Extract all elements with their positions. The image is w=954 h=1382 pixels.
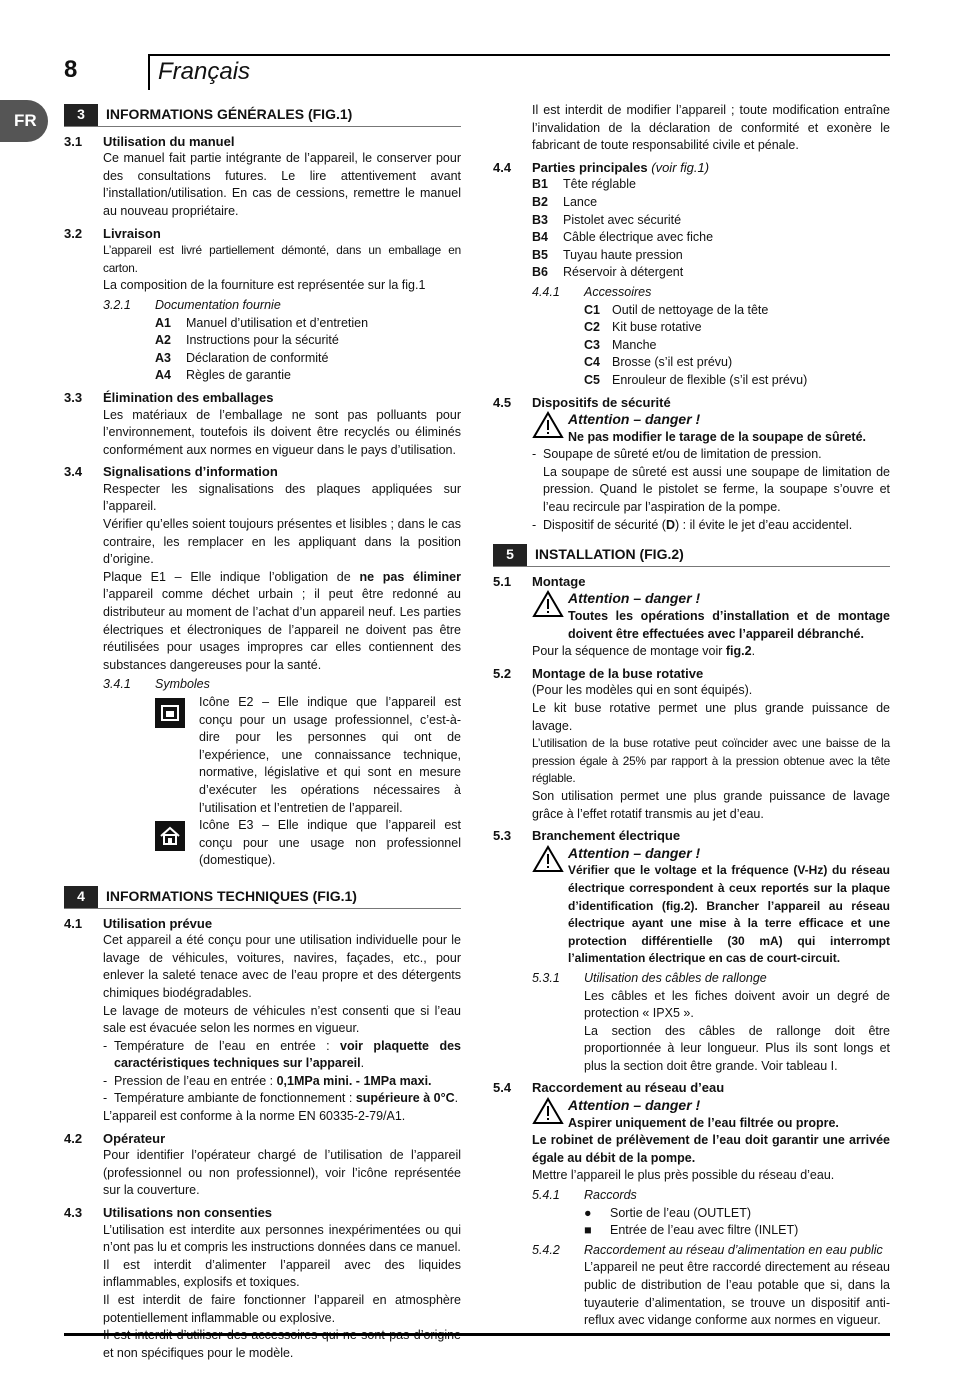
paragraph: La composition de la fourniture est représentée sur la fig.1: [103, 278, 426, 293]
bullet-list: [532, 446, 890, 534]
warning-text: Le robinet de prélèvement de l’eau doit garantir une arrivée égale au débit de la pompe.: [532, 1133, 890, 1165]
list-item: C1 Outil de nettoyage de la tête: [584, 302, 769, 317]
list-item: A3 Déclaration de conformité: [155, 350, 329, 365]
left-column: [64, 104, 461, 1362]
list-item: A4 Règles de garantie: [155, 368, 291, 383]
paragraph: La section des câbles de rallonge doit être proportionnée à leur longueur. Plus ils sont longs et plus la section doit être grande. Voir tableau I.: [584, 1023, 890, 1073]
header-divider: [148, 54, 150, 90]
section-5-header: [493, 544, 890, 567]
filled-square-icon: ■: [584, 1223, 592, 1238]
paragraph: L’utilisation est interdite aux personnes inexpérimentées ou qui n’ont pas lu et compris les instructions données dans ce manuel.: [103, 1222, 461, 1255]
paragraph: Le kit buse rotative permet une plus grande puissance de lavage.: [532, 701, 890, 733]
paragraph: Les matériaux de l’emballage ne sont pas polluants pour l’environnement, toutefois ils doivent être recyclés ou éliminés conformément aux normes en vigueur dans le pays d’utilisation.: [103, 407, 461, 457]
heading-5-3-1: 5.3.1 Utilisation des câbles de rallonge: [532, 970, 767, 985]
page-number: 8: [64, 56, 78, 83]
list-item: C2 Kit buse rotative: [584, 320, 702, 335]
section-title: INFORMATIONS GÉNÉRALES (FIG.1): [106, 106, 353, 122]
symbol-e3-text: Icône E3 – Elle indique que l’appareil est conçu pour une usage non professionnel (domestique).: [199, 818, 461, 868]
paragraph: Respecter les signalisations des plaques appliquées sur l’appareil.: [103, 481, 461, 514]
heading-3-3: 3.3 Élimination des emballages: [64, 389, 274, 405]
list-item: - Température ambiante de fonctionnement : supérieure à 0°C.: [103, 1091, 459, 1106]
paragraph: Ce manuel fait partie intégrante de l’appareil, le conserver pour des consultations futures. Le lire attentivement avant l’installation/utilisation. En cas de cessions, remettre le manuel au nouveau propriétaire.: [103, 151, 461, 218]
warning-text: Ne pas modifier le tarage de la soupape de sûreté.: [568, 429, 867, 444]
bullet-list: [103, 1038, 461, 1108]
paragraph: L’appareil est conforme à la norme EN 60335-2-79/A1.: [103, 1109, 406, 1124]
paragraph: Il est interdit de faire fonctionner l’appareil en atmosphère potentiellement inflammable ou explosive.: [103, 1293, 461, 1325]
paragraph: Son utilisation permet une plus grande puissance de lavage grâce à l’effet rotatif transmis au jet d’eau.: [532, 788, 890, 821]
list-item: B5 Tuyau haute pression: [532, 247, 683, 262]
heading-5-4-2: 5.4.2 Raccordement au réseau d’alimentation en eau public: [532, 1242, 883, 1257]
heading-5-1: 5.1 Montage: [493, 573, 586, 589]
section-4-header: [64, 886, 461, 909]
paragraph: Les câbles et les fiches doivent avoir un degré de protection « IPX5 ».: [584, 988, 890, 1021]
warning-icon: [532, 1097, 568, 1131]
section-title: INSTALLATION (FIG.2): [535, 546, 684, 563]
paragraph: L’appareil est livré partiellement démonté, dans un emballage en carton.: [103, 243, 461, 275]
language-title: Français: [158, 58, 251, 85]
warning-text: Aspirer uniquement de l’eau filtrée ou propre.: [568, 1115, 839, 1130]
right-column: [493, 102, 890, 1330]
heading-3-4: 3.4 Signalisations d’information: [64, 464, 278, 480]
warning-icon: [532, 411, 568, 445]
heading-4-2: 4.2 Opérateur: [64, 1130, 166, 1146]
warning-block: [532, 1097, 890, 1132]
list-item: B1 Tête réglable: [532, 177, 636, 192]
paragraph: Il est interdit d’utiliser des accessoires qui ne sont pas d’origine et non spécifiques pour le modèle.: [103, 1328, 461, 1360]
warning-block: [532, 845, 890, 968]
paragraph: Cet appareil a été conçu pour une utilisation individuelle pour le lavage de véhicules, voitures, navires, façades, etc., pour enlever la saleté tenace avec de l’eau propre et des détergents chimiques biodégradables.: [103, 933, 461, 1000]
documentation-list: [155, 315, 461, 385]
section-title: INFORMATIONS TECHNIQUES (FIG.1): [106, 887, 357, 904]
section-3-header: [64, 104, 461, 127]
heading-5-3: 5.3 Branchement électrique: [493, 828, 681, 844]
paragraph: Vérifier qu’elles soient toujours présentes et lisibles ; dans le cas contraire, les remplacer en les appliquant dans la position d’origine.: [103, 517, 461, 567]
paragraph: Il est interdit d’alimenter l’appareil avec des liquides inflammables, explosifs et toxiques.: [103, 1257, 461, 1290]
heading-4-4: 4.4 Parties principales (voir fig.1): [493, 159, 710, 175]
paragraph: Plaque E1 – Elle indique l’obligation de ne pas éliminer l’appareil comme déchet urbain ; il peut être redonné au distributeur au moment de l’achat d’un appareil neuf. Les parties électriques et électroniques de l’appareil ne doivent pas être réutilisées pour usages impropres car elles contiennent des substances dangereuses pour la santé.: [103, 569, 461, 672]
paragraph: Pour identifier l’opérateur chargé de l’utilisation de l’appareil (professionnel ou non professionnel), voir l’icône représentée sur la couverture.: [103, 1148, 461, 1198]
paragraph: La soupape de sûreté est aussi une soupape de limitation de pression. Quand le pistolet se ferme, la soupape s’ouvre et l’eau recircule par l’aspiration de la pompe.: [543, 464, 890, 515]
symbol-e3: [155, 817, 461, 870]
paragraph: (Pour les modèles qui en sont équipés).: [532, 683, 753, 698]
list-item: - Température de l’eau en entrée : voir plaquette des caractéristiques techniques sur l’appareil.: [103, 1038, 461, 1071]
section-number: 4: [64, 886, 98, 908]
heading-4-4-1: 4.4.1 Accessoires: [532, 284, 652, 299]
fittings-list: [584, 1205, 890, 1240]
list-item: B6 Réservoir à détergent: [532, 265, 684, 280]
list-item: C3 Manche: [584, 337, 657, 352]
list-item: C5 Enrouleur de flexible (s’il est prévu): [584, 372, 808, 387]
home-icon: [155, 821, 185, 851]
warning-block: [532, 411, 890, 446]
list-item: ● Sortie de l’eau (OUTLET): [584, 1205, 890, 1223]
paragraph: L’appareil ne peut être raccordé directement au réseau public de distribution de l’eau potable que si, dans la tuyauterie d’alimentation, se trouve un dispositif anti-reflux avec vidange conforme aux normes en vigueur.: [584, 1260, 890, 1328]
symbol-e2-text: Icône E2 – Elle indique que l’appareil est conçu pour un usage professionnel, c’est-à-dire pour les personnes qui ont de l’expérience, une connaissance technique, normative, législative et qui sont en mesure d’exécuter les opérations nécessaires à l’utilisation et l’entretien de l’appareil.: [199, 695, 461, 815]
section-number: 3: [64, 104, 98, 126]
heading-4-1: 4.1 Utilisation prévue: [64, 915, 213, 931]
heading-4-5: 4.5 Dispositifs de sécurité: [493, 394, 671, 410]
list-item: - Pression de l’eau en entrée : 0,1MPa mini. - 1MPa maxi.: [103, 1073, 432, 1088]
warning-text: Vérifier que le voltage et la fréquence (V-Hz) du réseau électrique correspondent à ceux reportés sur la plaque d’identification (fig.2). Brancher l’appareil au réseau électrique ayant une mise à la terre efficace et une protection différentielle (30 mA) qui interrompt l’alimentation électrique en cas de court-circuit.: [568, 863, 890, 966]
paragraph: Mettre l’appareil le plus près possible du réseau d’eau.: [532, 1168, 835, 1183]
heading-3-1: 3.1 Utilisation du manuel: [64, 133, 235, 149]
paragraph: Il est interdit de modifier l’appareil ; toute modification entraîne l’invalidation de la déclaration de conformité et exonère le fabricant de toute responsabilité civile et pénale.: [532, 103, 890, 153]
list-item: C4 Brosse (s’il est prévu): [584, 355, 733, 370]
list-item: B4 Câble électrique avec fiche: [532, 230, 714, 245]
paragraph: L’utilisation de la buse rotative peut coïncider avec une baisse de la pression égale à 25% par rapport à la pression obtenue avec la tête réglable.: [532, 736, 890, 786]
list-item: B3 Pistolet avec sécurité: [532, 212, 682, 227]
list-item: ■ Entrée de l’eau avec filtre (INLET): [584, 1222, 890, 1240]
heading-5-2: 5.2 Montage de la buse rotative: [493, 665, 704, 681]
warning-title: Attention – danger !: [568, 844, 701, 861]
heading-3-2-1: 3.2.1 Documentation fournie: [103, 297, 281, 312]
filled-circle-icon: ●: [584, 1205, 592, 1220]
list-item: A2 Instructions pour la sécurité: [155, 333, 339, 348]
heading-5-4-1: 5.4.1 Raccords: [532, 1188, 637, 1203]
heading-5-4: 5.4 Raccordement au réseau d’eau: [493, 1080, 725, 1096]
list-item: - Dispositif de sécurité (D) : il évite le jet d’eau accidentel.: [532, 517, 853, 532]
list-item: - Soupape de sûreté et/ou de limitation de pression.: [532, 447, 822, 462]
accessories-list: [584, 302, 890, 390]
symbol-e2: [155, 694, 461, 817]
warning-title: Attention – danger !: [568, 411, 701, 428]
warning-title: Attention – danger !: [568, 1097, 701, 1114]
list-item: A1 Manuel d’utilisation et d’entretien: [155, 315, 369, 330]
paragraph: Le lavage de moteurs de véhicules n’est consenti que si l’eau sale est évacuée selon les normes en vigueur.: [103, 1003, 461, 1036]
list-item: B2 Lance: [532, 194, 598, 209]
warning-text: Toutes les opérations d’installation et de montage doivent être effectuées avec l’appareil débranché.: [568, 609, 890, 641]
parts-list: [532, 176, 890, 282]
heading-4-3: 4.3 Utilisations non consenties: [64, 1205, 273, 1221]
header-rule: [148, 54, 890, 56]
section-number: 5: [493, 544, 527, 566]
warning-block: [532, 590, 890, 643]
warning-icon: [532, 590, 568, 624]
paragraph: Pour la séquence de montage voir fig.2.: [532, 644, 756, 659]
language-tab: FR: [0, 100, 48, 142]
warning-title: Attention – danger !: [568, 590, 701, 607]
heading-3-2: 3.2 Livraison: [64, 225, 161, 241]
warning-icon: [532, 845, 568, 879]
heading-3-4-1: 3.4.1 Symboles: [103, 677, 210, 692]
professional-use-icon: [155, 698, 185, 728]
footer-rule: [64, 1333, 890, 1336]
